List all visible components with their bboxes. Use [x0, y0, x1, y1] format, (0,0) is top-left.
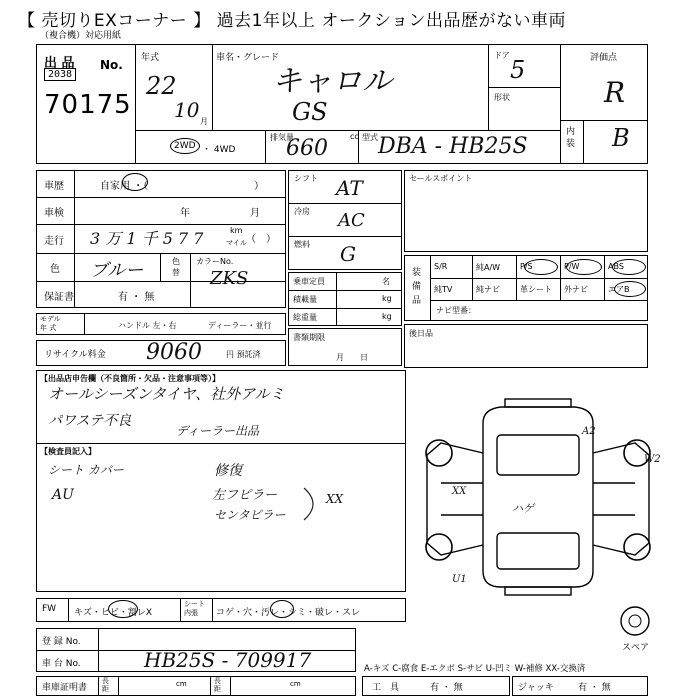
recycle-unit: 円 預託済 — [226, 350, 261, 359]
year-month-unit: 月 — [200, 117, 208, 126]
later-date-label: 後日品 — [409, 329, 433, 338]
diagram-mark-xx: XX — [452, 486, 467, 497]
dealer-options: ディーラー・並行 — [208, 321, 272, 330]
mileage-label: 走行 — [44, 236, 64, 247]
equipment-item: 革シート — [520, 285, 552, 294]
type-value: DBA - HB25S — [378, 134, 528, 159]
ac-value: AC — [338, 210, 365, 231]
load-label: 積載量 — [293, 295, 317, 304]
history-options: 自家用 ・（ — [100, 181, 149, 192]
door-value: 5 — [510, 56, 526, 84]
mileage-paren: （ ） — [246, 234, 276, 245]
diagram-mark-a2: A2 — [582, 426, 596, 437]
grade-score: R — [604, 76, 626, 109]
warranty-options: 有 ・ 無 — [118, 292, 155, 303]
history-label: 車歴 — [44, 181, 64, 192]
fuel-label: 燃料 — [294, 240, 310, 249]
capacity-label: 乗車定員 — [293, 277, 325, 286]
shift-label: シフト — [294, 174, 318, 183]
load-unit: kg — [382, 294, 392, 303]
history-circle — [122, 173, 148, 191]
mileage-value: 3 万 1 千 5 7 7 — [90, 229, 204, 248]
displacement-unit: cc — [350, 132, 359, 141]
reg-date-unit: 月 日 — [336, 353, 368, 362]
inspector-note-f: XX — [326, 492, 344, 506]
recycle-label: リサイクル料金 — [44, 350, 106, 360]
fuel-value: G — [340, 242, 356, 266]
model-year-label: モデル 年 式 — [40, 315, 61, 332]
equipment-item: 純ナビ — [476, 285, 500, 294]
equipment-item: 純A/W — [476, 263, 501, 272]
seller-note-line-2: パワステ不良 — [48, 413, 132, 429]
lot-label: 出 品 — [44, 56, 75, 71]
equipment-label: 装 備 品 — [412, 268, 422, 306]
certificate-col-2: 長 距 — [214, 677, 221, 693]
drive-4wd: ・ 4WD — [202, 145, 236, 155]
lot-number: 70175 — [44, 90, 132, 120]
certificate-cm-2: cm — [290, 680, 301, 688]
recycle-value: 9060 — [146, 340, 202, 365]
color-code-label: カラーNo. — [196, 257, 234, 266]
reg-date-label: 書類期限 — [293, 333, 325, 342]
inspector-note-b: AU — [52, 487, 74, 503]
jack-label: ジャッキ — [518, 683, 554, 693]
mileage-km: km — [230, 226, 243, 235]
registration-label: 登 録 No. — [42, 637, 81, 647]
inspection-month: 月 — [250, 208, 260, 219]
inspector-note-a: シート カバー — [48, 463, 124, 477]
grade-label: 評価点 — [590, 53, 618, 63]
abs-circle — [612, 259, 646, 275]
equipment-item: P/S — [520, 262, 533, 271]
capacity-unit: 名 — [382, 277, 390, 286]
shift-value: AT — [336, 176, 363, 200]
chassis-value: HB25S - 709917 — [144, 648, 312, 672]
seller-note-label: 【出品店申告欄（不良箇所・欠品・注意事項等）】 — [40, 374, 220, 383]
year-era: 22 — [146, 72, 177, 100]
airbag-circle — [614, 281, 646, 297]
spare-tire-icon — [618, 604, 652, 638]
pw-circle — [566, 259, 602, 275]
inspector-note-c: 修復 — [214, 463, 242, 479]
diagram-mark-hage: ハゲ — [512, 502, 534, 515]
weight-label: 総重量 — [293, 313, 317, 322]
displacement-label: 排気量 — [270, 133, 294, 142]
equipment-item: P/W — [564, 262, 580, 271]
fw-text: キズ・ヒビ・割レX — [74, 608, 152, 618]
inspector-note-e: センタピラー — [214, 508, 286, 522]
tool-label: 工 具 — [372, 683, 400, 693]
equipment-item: S/R — [434, 262, 448, 271]
shape-label: 形状 — [494, 93, 510, 102]
certificate-col-1: 長 距 — [102, 677, 109, 693]
year-month: 10 — [174, 98, 200, 122]
door-label: ドア — [494, 51, 510, 60]
navi-label: ナビ型番： — [436, 306, 476, 315]
fw-label: FW — [42, 604, 57, 614]
equipment-item: 外ナビ — [564, 285, 588, 294]
color-value: ブルー — [90, 260, 144, 281]
spare-label: スペア — [622, 643, 650, 653]
type-label: 型式 — [362, 133, 378, 142]
year-label: 年式 — [141, 53, 160, 63]
diagram-mark-u1: U1 — [452, 574, 467, 585]
tool-options: 有 ・ 無 — [430, 683, 463, 693]
equipment-item: 純TV — [434, 285, 453, 294]
jack-options: 有 ・ 無 — [578, 683, 611, 693]
certificate-label: 車庫証明書 — [42, 683, 88, 693]
fw-circle — [108, 600, 138, 618]
color-label: 色 — [50, 264, 60, 275]
certificate-cm-1: cm — [176, 680, 187, 688]
color-change-label: 色 替 — [172, 257, 180, 277]
diagram-mark-w2: W2 — [644, 454, 661, 465]
model-grade: GS — [292, 98, 328, 126]
model-name: キャロル — [272, 64, 392, 99]
weight-unit: kg — [382, 312, 392, 321]
inspection-year: 年 — [180, 208, 190, 219]
equipment-item: エアB — [608, 285, 630, 294]
ps-circle — [524, 259, 558, 275]
color-code: ZKS — [210, 268, 249, 289]
lot-code: 2038 — [44, 68, 76, 81]
interior-grade: B — [612, 124, 630, 152]
displacement-value: 660 — [286, 136, 328, 161]
seller-note-line-3: ディーラー出品 — [176, 424, 260, 438]
interior-label: 内 装 — [566, 127, 576, 149]
drive-2wd: 2WD — [170, 138, 200, 154]
inspector-bracket — [300, 484, 330, 524]
inspection-label: 車検 — [44, 208, 64, 219]
car-damage-diagram — [405, 395, 665, 600]
mileage-mile: マイル — [226, 239, 247, 247]
chassis-label: 車 台 No. — [42, 659, 81, 669]
seat-circle — [270, 600, 294, 618]
page-banner: 【 売切りEXコーナー 】 過去1年以上 オークション出品歴がない車両 — [18, 11, 566, 31]
sub-note: （複合機）対応用紙 — [40, 31, 122, 41]
handle-options: ハンドル 左・右 — [118, 321, 177, 330]
sales-label: セールスポイント — [409, 174, 473, 183]
seat-text: コゲ・穴・汚レ・シミ・破レ・スレ — [216, 608, 361, 618]
lot-no-label: No. — [100, 58, 123, 72]
seller-note-line-1: オールシーズンタイヤ、社外アルミ — [48, 385, 285, 403]
damage-legend: A-キズ C-腐食 E-エクボ S-サビ U-凹ミ W-補修 XX-交換済 — [364, 664, 586, 674]
warranty-label: 保証書 — [44, 292, 74, 303]
inspector-note-d: 左フピラー — [212, 488, 278, 503]
history-close: ） — [254, 181, 264, 192]
equipment-item: ABS — [608, 262, 624, 271]
ac-label: 冷房 — [294, 207, 310, 216]
inspector-label: 【検査員記入】 — [40, 447, 96, 456]
later-date-block — [404, 324, 648, 368]
model-label: 車名・グレード — [216, 53, 280, 63]
seat-label: シート 内張 — [184, 600, 205, 617]
